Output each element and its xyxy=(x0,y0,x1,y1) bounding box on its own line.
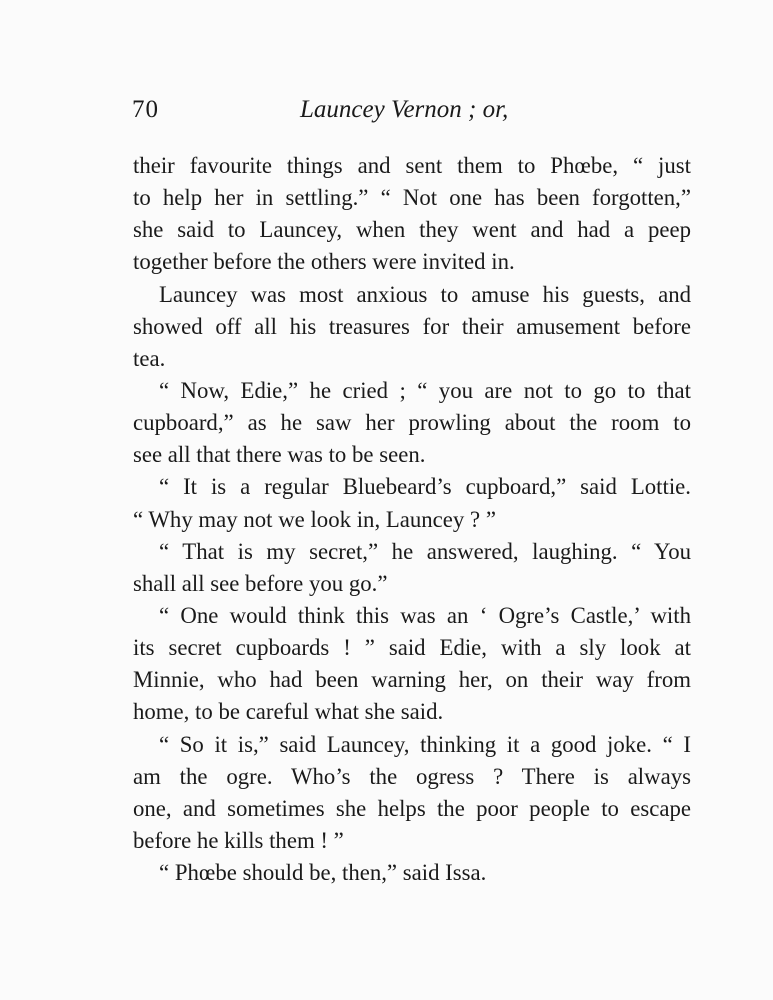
text-line: its secret cupboards ! ” said Edie, with a sly look at xyxy=(133,635,691,661)
text-line: cupboard,” as he saw her prowling about the room to xyxy=(133,410,691,436)
text-line: see all that there was to be seen. xyxy=(133,442,426,468)
text-line: Launcey was most anxious to amuse his guests, and xyxy=(159,281,691,307)
text-line: showed off all his treasures for their amusement before xyxy=(133,313,691,339)
text-line: “ It is a regular Bluebeard’s cupboard,” said Lottie. xyxy=(159,474,691,500)
body-text xyxy=(133,150,691,889)
text-line: am the ogre. Who’s the ogress ? There is always xyxy=(133,763,691,789)
text-line: “ One would think this was an ‘ Ogre’s Castle,’ with xyxy=(159,602,691,628)
text-line: “ So it is,” said Launcey, thinking it a good joke. “ I xyxy=(159,731,691,757)
text-line: before he kills them ! ” xyxy=(133,827,344,853)
text-line: one, and sometimes she helps the poor people to escape xyxy=(133,795,691,821)
page-header xyxy=(132,96,652,132)
text-line: “ Now, Edie,” he cried ; “ you are not to go to that xyxy=(159,377,691,403)
page-number: 70 xyxy=(132,96,159,123)
text-line: tea. xyxy=(133,345,166,371)
text-line: their favourite things and sent them to Phœbe, “ just xyxy=(133,153,691,178)
text-line: Minnie, who had been warning her, on their way from xyxy=(133,667,691,693)
text-line: she said to Launcey, when they went and had a peep xyxy=(133,217,691,243)
text-line: “ Why may not we look in, Launcey ? ” xyxy=(133,506,496,532)
running-title: Launcey Vernon ; or, xyxy=(300,96,509,123)
text-line: shall all see before you go.” xyxy=(133,570,388,596)
text-line: together before the others were invited in. xyxy=(133,249,515,275)
text-line: to help her in settling.” “ Not one has been forgotten,” xyxy=(133,185,691,211)
text-line: home, to be careful what she said. xyxy=(133,699,444,725)
text-line: “ Phœbe should be, then,” said Issa. xyxy=(159,860,487,886)
text-line: “ That is my secret,” he answered, laughing. “ You xyxy=(159,538,691,564)
